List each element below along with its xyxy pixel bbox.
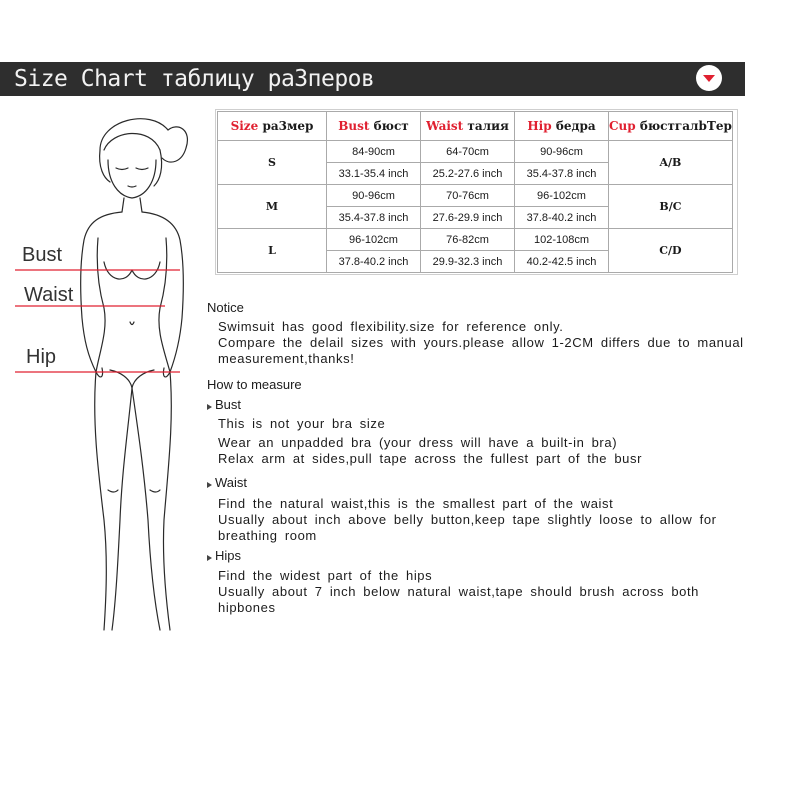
bust-cm: 84-90cm: [327, 141, 421, 163]
header-hip: Hip бедра: [515, 112, 609, 141]
arrow-right-icon: [207, 404, 212, 410]
cup-value: B/C: [609, 185, 733, 229]
table-row: [218, 141, 733, 163]
header-cup: Cup бюстгалbТер: [609, 112, 733, 141]
bust-line: Wear an unpadded bra (your dress will have a built-in bra): [218, 435, 618, 450]
cup-value: A/B: [609, 141, 733, 185]
bust-section-title: Bust: [207, 397, 747, 413]
notice-heading: Notice: [207, 300, 244, 315]
bust-cm: 90-96cm: [327, 185, 421, 207]
table-row: [218, 185, 733, 207]
bust-line: Relax arm at sides,pull tape across the fullest part of the busr: [218, 451, 643, 466]
cup-value: C/D: [609, 229, 733, 273]
bust-inch: 33.1-35.4 inch: [327, 163, 421, 185]
hip-cm: 96-102cm: [515, 185, 609, 207]
table-header-row: [218, 112, 733, 141]
size-value: L: [218, 229, 327, 273]
header-bust: Bust бюст: [327, 112, 421, 141]
how-to-heading: How to measure: [207, 377, 302, 392]
waist-cm: 70-76cm: [421, 185, 515, 207]
waist-section-title: Waist: [207, 475, 747, 491]
waist-inch: 27.6-29.9 inch: [421, 207, 515, 229]
bust-label: Bust: [22, 244, 63, 266]
waist-inch: 25.2-27.6 inch: [421, 163, 515, 185]
body-figure-illustration: [0, 100, 210, 640]
instructions-block: [207, 300, 747, 616]
chevron-down-icon: [696, 65, 722, 91]
notice-line: Compare the delail sizes with yours.please allow 1-2CM differs due to manual measurement,thanks!: [218, 335, 744, 366]
header-waist: Waist талия: [421, 112, 515, 141]
size-value: M: [218, 185, 327, 229]
bust-cm: 96-102cm: [327, 229, 421, 251]
bust-inch: 37.8-40.2 inch: [327, 251, 421, 273]
arrow-right-icon: [207, 482, 212, 488]
banner-title: Size Chart таблицу ра3перов: [14, 66, 375, 92]
arrow-right-icon: [207, 555, 212, 561]
hips-line: Usually about 7 inch below natural waist,tape should brush across both hipbones: [218, 584, 700, 615]
hip-inch: 35.4-37.8 inch: [515, 163, 609, 185]
table-row: [218, 229, 733, 251]
hip-cm: 102-108cm: [515, 229, 609, 251]
title-banner: [0, 62, 745, 96]
hip-cm: 90-96cm: [515, 141, 609, 163]
waist-line: Usually about inch above belly button,keep tape slightly loose to allow for breathing room: [218, 512, 717, 543]
waist-cm: 76-82cm: [421, 229, 515, 251]
hip-label: Hip: [26, 346, 57, 368]
hips-line: Find the widest part of the hips: [218, 568, 433, 583]
size-value: S: [218, 141, 327, 185]
bust-line: This is not your bra size: [218, 416, 386, 431]
hips-section-title: Hips: [207, 548, 747, 564]
waist-label: Waist: [24, 284, 74, 306]
notice-line: Swimsuit has good flexibility.size for reference only.: [218, 319, 564, 334]
header-size: Size ра3мер: [218, 112, 327, 141]
waist-inch: 29.9-32.3 inch: [421, 251, 515, 273]
bust-inch: 35.4-37.8 inch: [327, 207, 421, 229]
waist-cm: 64-70cm: [421, 141, 515, 163]
expand-button[interactable]: [696, 65, 722, 91]
size-chart-table: [217, 111, 733, 273]
waist-line: Find the natural waist,this is the smallest part of the waist: [218, 496, 614, 511]
hip-inch: 40.2-42.5 inch: [515, 251, 609, 273]
hip-inch: 37.8-40.2 inch: [515, 207, 609, 229]
